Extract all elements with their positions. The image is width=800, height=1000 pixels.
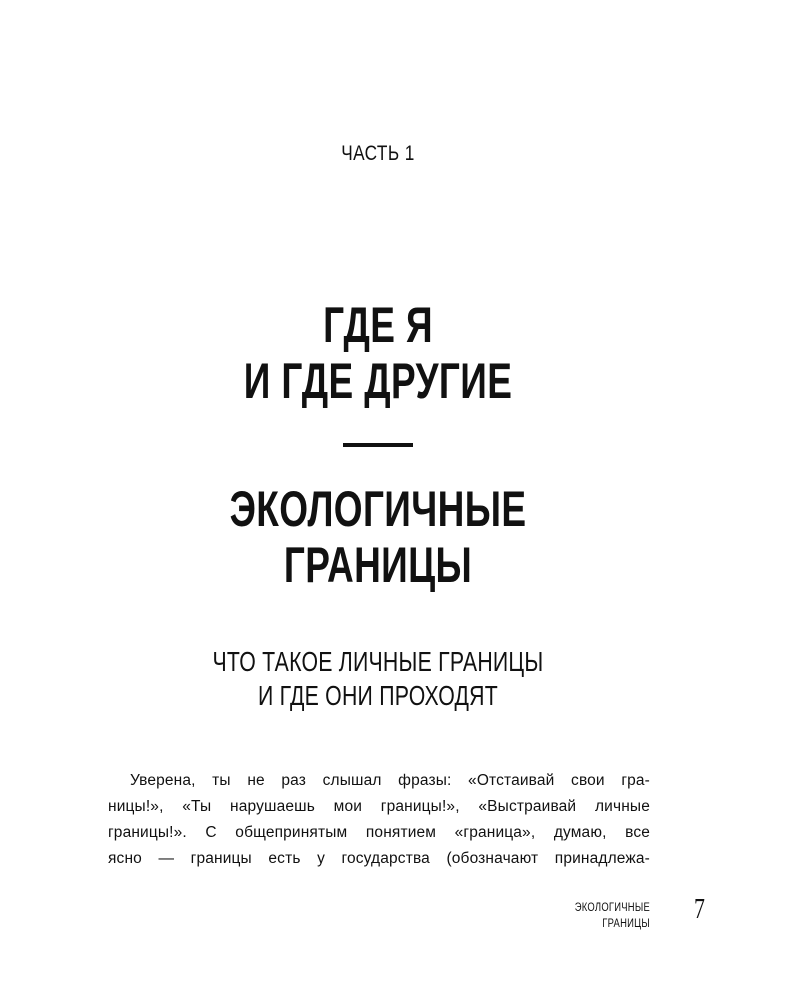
chapter-title-line-1: ГДЕ Я: [323, 297, 433, 353]
section-heading-line-1: ЧТО ТАКОЕ ЛИЧНЫЕ ГРАНИЦЫ: [212, 646, 544, 677]
chapter-subtitle: [98, 481, 657, 593]
body-line-3: границы!». С общепринятым понятием «граница», думаю, все: [108, 824, 650, 841]
body-line-4: ясно — границы есть у государства (обозначают принадлежа-: [108, 850, 650, 867]
body-paragraph: [108, 768, 650, 872]
section-heading: [91, 645, 666, 713]
chapter-title: [98, 297, 657, 409]
page-number: 7: [694, 894, 705, 925]
title-divider: [343, 443, 413, 447]
running-title-line-2: ГРАНИЦЫ: [602, 918, 650, 930]
section-heading-line-2: И ГДЕ ОНИ ПРОХОДЯТ: [257, 680, 499, 711]
chapter-subtitle-line-1: ЭКОЛОГИЧНЫЕ: [229, 481, 527, 537]
part-label: ЧАСТЬ 1: [341, 142, 415, 165]
running-title-line-1: ЭКОЛОГИЧНЫЕ: [574, 902, 650, 914]
body-line-1: Уверена, ты не раз слышал фразы: «Отстаивай свои гра-: [130, 772, 650, 789]
running-title: [560, 900, 650, 932]
chapter-title-line-2: И ГДЕ ДРУГИЕ: [243, 353, 513, 409]
body-line-2: ницы!», «Ты нарушаешь мои границы!», «Выстраивай личные: [108, 798, 650, 815]
chapter-subtitle-line-2: ГРАНИЦЫ: [283, 537, 473, 593]
